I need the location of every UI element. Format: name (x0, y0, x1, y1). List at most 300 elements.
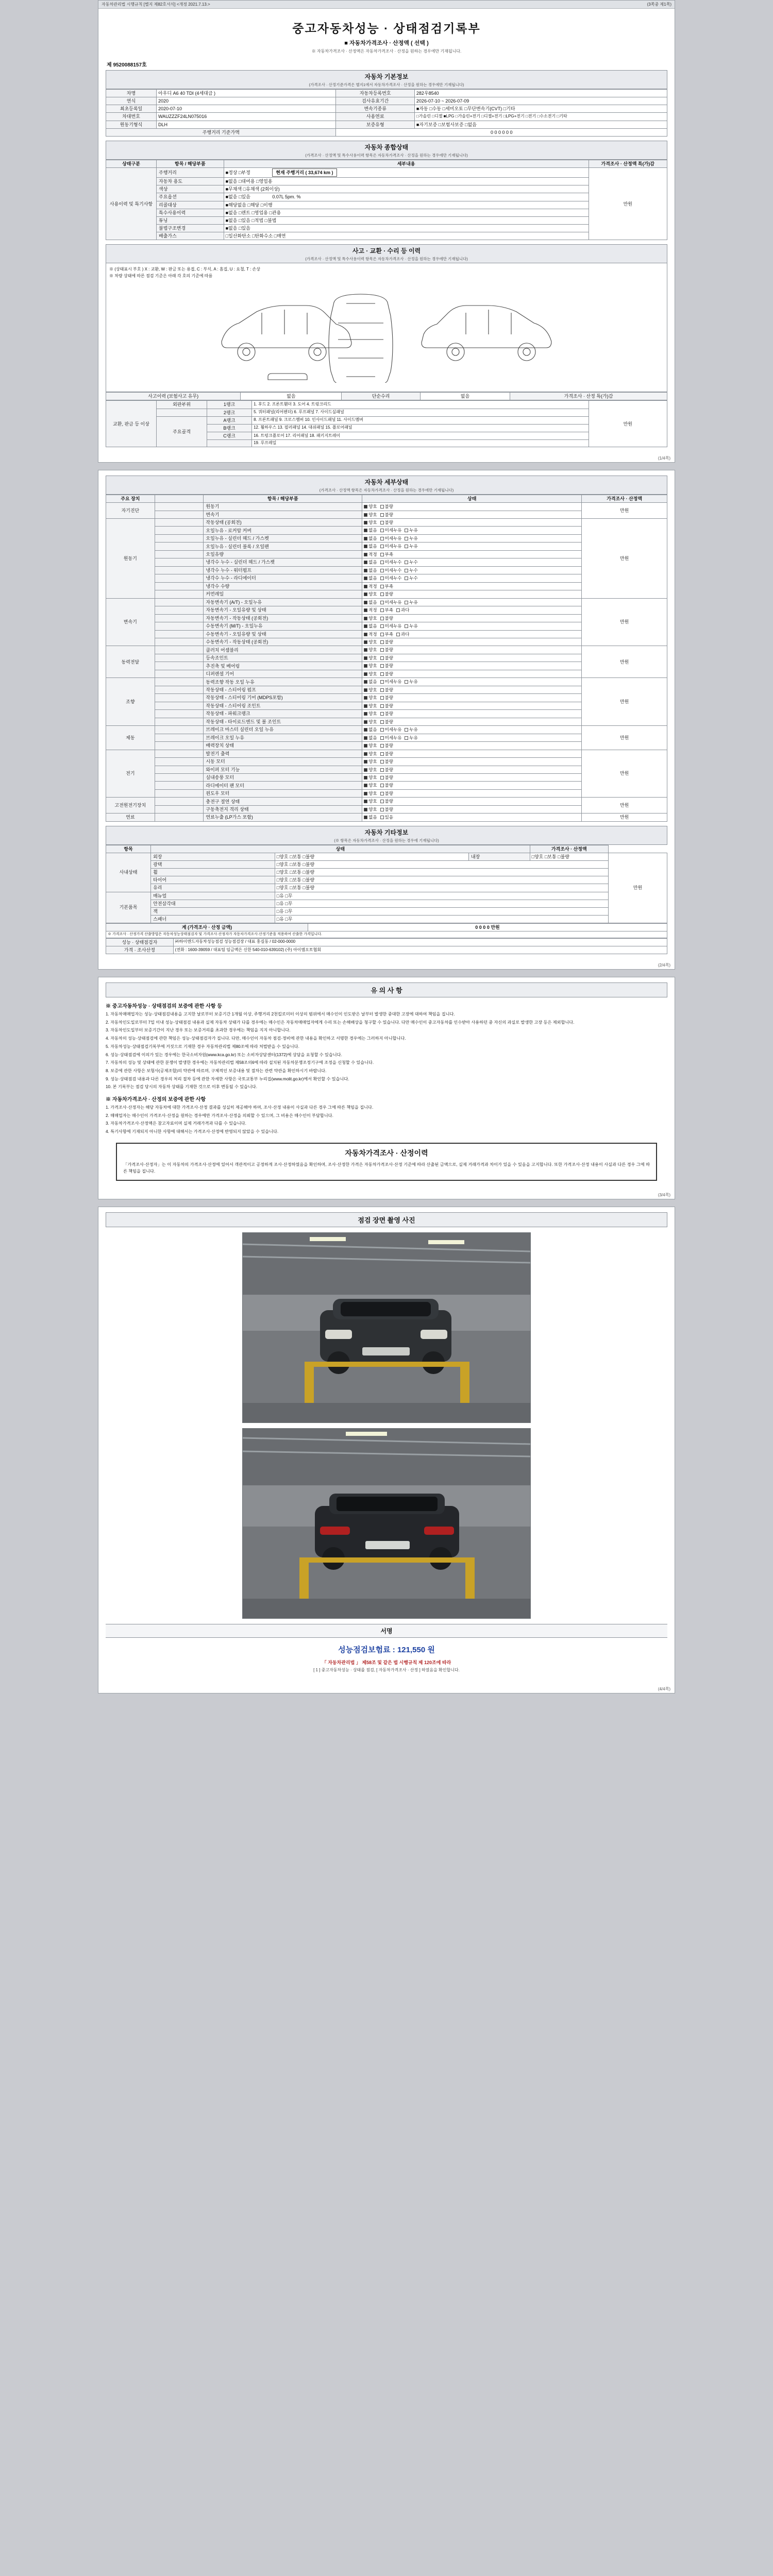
status-checkbox[interactable] (380, 799, 393, 804)
detail-status-cell[interactable] (362, 750, 582, 757)
checkbox-icon[interactable] (380, 768, 384, 772)
status-option-label: 누수 (409, 575, 418, 581)
status-option-label: 부족 (384, 631, 393, 637)
checkbox-icon[interactable] (380, 720, 384, 724)
checkbox-icon[interactable] (405, 736, 408, 740)
checkbox-icon[interactable] (380, 800, 384, 803)
checkbox-icon[interactable] (364, 553, 367, 556)
col-price-adjust: 가격조사 · 산정액 (582, 495, 667, 502)
status-option-label: 불량 (384, 703, 393, 708)
status-checkbox[interactable] (364, 536, 377, 541)
other-item-label: 잭 (151, 907, 275, 915)
status-checkbox[interactable] (364, 552, 377, 557)
parts-list-5: 19. 루프레일 (252, 440, 589, 447)
checkbox-icon[interactable] (364, 688, 367, 692)
detail-status-cell[interactable] (362, 710, 582, 718)
status-checkbox[interactable] (380, 719, 393, 725)
checkbox-icon[interactable] (364, 808, 367, 811)
checkbox-icon[interactable] (380, 537, 384, 540)
detail-status-cell[interactable] (362, 726, 582, 734)
status-option-label: 양호 (368, 774, 377, 780)
other-item-status[interactable]: □양호 □보통 □불량 (275, 884, 608, 892)
detail-status-cell[interactable] (362, 782, 582, 789)
detail-subgroup-label (155, 534, 204, 542)
checkbox-icon[interactable] (364, 656, 367, 660)
checkbox-icon[interactable] (380, 561, 384, 564)
checkbox-icon[interactable] (380, 553, 384, 556)
detail-status-cell[interactable] (362, 622, 582, 630)
detail-status-cell[interactable] (362, 503, 582, 511)
checkbox-icon[interactable] (364, 529, 367, 532)
checkbox-icon[interactable] (380, 728, 384, 732)
row-item-0: 주행거리 (157, 167, 224, 177)
checkbox-icon[interactable] (405, 624, 408, 628)
accident-summary-table (106, 392, 667, 400)
status-checkbox[interactable] (396, 607, 409, 613)
status-checkbox[interactable] (380, 743, 393, 749)
status-checkbox[interactable] (405, 600, 417, 605)
detail-status-cell[interactable] (362, 518, 582, 526)
other-group-label: 사내상태 (106, 853, 151, 892)
detail-subgroup-label (155, 518, 204, 526)
row-item-8: 배출가스 (157, 232, 224, 240)
status-checkbox[interactable] (380, 536, 402, 541)
checkbox-icon[interactable] (380, 784, 384, 787)
status-checkbox[interactable] (380, 815, 393, 820)
checkbox-icon[interactable] (380, 577, 384, 580)
checkbox-icon[interactable] (405, 569, 408, 572)
detail-status-cell[interactable] (362, 702, 582, 709)
checkbox-icon[interactable] (364, 569, 367, 572)
detail-status-cell[interactable] (362, 582, 582, 590)
checkbox-icon[interactable] (380, 633, 384, 636)
checkbox-icon[interactable] (380, 696, 384, 700)
detail-price-adjust: 만원 (582, 814, 667, 821)
detail-status-cell[interactable] (362, 734, 582, 741)
checkbox-icon[interactable] (380, 569, 384, 572)
status-checkbox[interactable] (405, 623, 417, 629)
status-checkbox[interactable] (380, 632, 393, 637)
status-checkbox[interactable] (380, 552, 393, 557)
checkbox-icon[interactable] (405, 601, 408, 604)
checkbox-icon[interactable] (380, 521, 384, 524)
checkbox-icon[interactable] (364, 617, 367, 620)
checkbox-icon[interactable] (380, 680, 384, 684)
status-checkbox[interactable] (405, 727, 417, 733)
detail-status-cell[interactable] (362, 742, 582, 750)
detail-status-cell[interactable] (362, 814, 582, 821)
detail-status-cell[interactable] (362, 758, 582, 766)
checkbox-icon[interactable] (380, 505, 384, 509)
status-checkbox[interactable] (380, 759, 393, 765)
other-item-status[interactable]: □양호 □보통 □불량 (275, 853, 468, 860)
checkbox-icon[interactable] (380, 624, 384, 628)
checkbox-icon[interactable] (380, 712, 384, 716)
detail-status-cell[interactable] (362, 662, 582, 670)
status-checkbox[interactable] (380, 623, 402, 629)
detail-status-cell[interactable] (362, 527, 582, 534)
status-option-label: 양호 (368, 647, 377, 653)
table-row (106, 503, 667, 511)
checkbox-icon[interactable] (364, 640, 367, 644)
status-checkbox[interactable] (405, 536, 417, 541)
parts-rank-5 (207, 440, 252, 447)
other-item-label: 매뉴얼 (151, 892, 275, 900)
detail-status-cell[interactable] (362, 550, 582, 558)
status-checkbox[interactable] (364, 647, 377, 653)
other-item-status[interactable]: □유 □무 (275, 916, 608, 923)
detail-status-cell[interactable] (362, 670, 582, 677)
checkbox-icon[interactable] (380, 656, 384, 660)
status-checkbox[interactable] (380, 655, 393, 661)
status-checkbox[interactable] (380, 528, 402, 533)
value-fuel: □가솔린 □디젤 ■LPG □가솔린+전기 □디젤+전기 □LPG+전기 □전기 □수소전기 □기타 (414, 113, 667, 121)
detail-status-cell[interactable] (362, 789, 582, 797)
detail-status-cell[interactable] (362, 678, 582, 686)
status-checkbox[interactable] (380, 703, 393, 709)
other-item-status[interactable]: □유 □무 (275, 892, 608, 900)
status-checkbox[interactable] (364, 767, 377, 773)
status-option-label: 누유 (409, 735, 418, 740)
parts-list-1: 5. 쿼터패널(리어펜더) 6. 루프패널 7. 사이드실패널 (252, 409, 589, 416)
status-checkbox[interactable] (364, 632, 377, 637)
checkbox-icon[interactable] (364, 672, 367, 676)
status-checkbox[interactable] (364, 623, 377, 629)
status-checkbox[interactable] (380, 544, 402, 549)
status-checkbox[interactable] (405, 575, 417, 581)
checkbox-icon[interactable] (380, 601, 384, 604)
checkbox-icon[interactable] (405, 537, 408, 540)
row-detail-4: ■해당없음 □해당 □이행 (224, 201, 589, 209)
checkbox-icon[interactable] (380, 592, 384, 596)
parts-rank-table (106, 400, 667, 447)
checkbox-icon[interactable] (364, 513, 367, 517)
checkbox-icon[interactable] (380, 617, 384, 620)
status-checkbox[interactable] (364, 560, 377, 565)
other-item-status-2[interactable]: □양호 □보통 □불량 (530, 853, 608, 860)
checkbox-icon[interactable] (380, 513, 384, 517)
status-checkbox[interactable] (396, 632, 409, 637)
checkbox-icon[interactable] (380, 529, 384, 532)
status-checkbox[interactable] (364, 727, 377, 733)
status-checkbox[interactable] (380, 616, 393, 621)
page-3 (98, 977, 675, 1199)
checkbox-icon[interactable] (380, 760, 384, 764)
status-checkbox[interactable] (364, 695, 377, 701)
checkbox-icon[interactable] (364, 712, 367, 716)
detail-status-cell[interactable] (362, 590, 582, 598)
detail-status-cell[interactable] (362, 638, 582, 646)
checkbox-icon[interactable] (380, 752, 384, 756)
status-checkbox[interactable] (364, 799, 377, 804)
detail-status-cell[interactable] (362, 766, 582, 773)
checkbox-icon[interactable] (405, 545, 408, 548)
status-checkbox[interactable] (364, 815, 377, 820)
status-checkbox[interactable] (364, 775, 377, 781)
checkbox-icon[interactable] (364, 545, 367, 548)
checkbox-icon[interactable] (380, 640, 384, 644)
status-checkbox[interactable] (364, 791, 377, 796)
status-checkbox[interactable] (364, 719, 377, 725)
checkbox-icon[interactable] (364, 664, 367, 668)
status-checkbox[interactable] (405, 560, 417, 565)
status-checkbox[interactable] (380, 663, 393, 669)
detail-status-cell[interactable] (362, 566, 582, 574)
checkbox-icon[interactable] (364, 800, 367, 803)
checkbox-icon[interactable] (380, 664, 384, 668)
status-checkbox[interactable] (364, 504, 377, 510)
row-detail-7: ■없음 □있음 (224, 224, 589, 232)
checkbox-icon[interactable] (380, 792, 384, 795)
section-detail-note: (가격조사 · 산정액 항목은 자동차가격조사 · 산정을 원하는 경우에만 기재됩니다) (319, 487, 454, 493)
status-checkbox[interactable] (380, 600, 402, 605)
detail-part-label: 수동변속기 (M/T) - 오일누유 (204, 622, 362, 630)
status-checkbox[interactable] (380, 791, 393, 796)
status-checkbox[interactable] (380, 751, 393, 757)
checkbox-icon[interactable] (364, 776, 367, 779)
status-option-label: 양호 (368, 671, 377, 676)
status-checkbox[interactable] (364, 663, 377, 669)
status-checkbox[interactable] (364, 639, 377, 645)
status-checkbox[interactable] (405, 544, 417, 549)
detail-state-table (106, 495, 667, 822)
checkbox-icon[interactable] (380, 744, 384, 748)
status-checkbox[interactable] (380, 607, 393, 613)
checkbox-icon[interactable] (380, 688, 384, 692)
status-option-label: 불량 (384, 671, 393, 676)
status-checkbox[interactable] (364, 687, 377, 693)
diagram-note-2: ※ 차량 상태에 따른 점검 기준은 아래 각 호의 기준에 따름 (109, 274, 213, 279)
checkbox-icon[interactable] (364, 608, 367, 612)
detail-group-label: 전기 (106, 750, 155, 798)
checkbox-icon[interactable] (364, 816, 367, 819)
status-option-label: 양호 (368, 767, 377, 772)
checkbox-icon[interactable] (396, 608, 400, 612)
checkbox-icon[interactable] (380, 648, 384, 652)
status-checkbox[interactable] (380, 695, 393, 701)
status-checkbox[interactable] (364, 751, 377, 757)
status-checkbox[interactable] (405, 735, 417, 741)
detail-part-label: 작동상태 - 파워크랭크 (204, 710, 362, 718)
status-checkbox[interactable] (380, 711, 393, 717)
checkbox-icon[interactable] (364, 521, 367, 524)
checkbox-icon[interactable] (380, 585, 384, 588)
status-checkbox[interactable] (364, 743, 377, 749)
detail-status-cell[interactable] (362, 511, 582, 518)
detail-status-cell[interactable] (362, 805, 582, 813)
checkbox-icon[interactable] (364, 592, 367, 596)
detail-status-cell[interactable] (362, 798, 582, 805)
detail-status-cell[interactable] (362, 558, 582, 566)
detail-part-label: 냉각수 수량 (204, 582, 362, 590)
status-checkbox[interactable] (380, 512, 393, 518)
checkbox-icon[interactable] (364, 784, 367, 787)
checkbox-icon[interactable] (405, 577, 408, 580)
detail-part-label: 와이퍼 모터 기능 (204, 766, 362, 773)
detail-status-cell[interactable] (362, 534, 582, 542)
detail-status-cell[interactable] (362, 630, 582, 638)
section-basic-info-header (106, 70, 667, 89)
status-checkbox[interactable] (364, 679, 377, 685)
detail-part-label: 추진축 및 베어링 (204, 662, 362, 670)
other-item-status[interactable]: □유 □무 (275, 907, 608, 915)
detail-status-cell[interactable] (362, 614, 582, 622)
status-checkbox[interactable] (380, 504, 393, 510)
detail-price-adjust: 만원 (582, 598, 667, 646)
label-inspection: 검사유효기간 (336, 97, 414, 105)
checkbox-icon[interactable] (364, 760, 367, 764)
status-checkbox[interactable] (380, 575, 402, 581)
status-checkbox[interactable] (364, 703, 377, 709)
status-checkbox[interactable] (405, 679, 417, 685)
photo-1-graphic (243, 1233, 531, 1423)
checkbox-icon[interactable] (380, 808, 384, 811)
section-other-header (106, 826, 667, 845)
label-accident: 사고이력 (보험사고 유무) (106, 393, 241, 400)
checkbox-icon[interactable] (364, 680, 367, 684)
detail-status-cell[interactable] (362, 694, 582, 702)
notice-item: 6. 성능·상태점검에 이의가 있는 경우에는 한국소비자원(www.kca.go.kr) 또는 소비자상담센터(1372)에 상담을 요청할 수 있습니다. (106, 1052, 342, 1057)
checkbox-icon[interactable] (380, 736, 384, 740)
status-checkbox[interactable] (364, 568, 377, 573)
checkbox-icon[interactable] (396, 633, 400, 636)
detail-status-cell[interactable] (362, 773, 582, 781)
status-checkbox[interactable] (380, 783, 393, 788)
checkbox-icon[interactable] (364, 728, 367, 732)
checkbox-icon[interactable] (380, 672, 384, 676)
photo-section-title: 점검 장면 촬영 사진 (106, 1212, 667, 1227)
checkbox-icon[interactable] (364, 537, 367, 540)
status-checkbox[interactable] (364, 759, 377, 765)
checkbox-icon[interactable] (380, 545, 384, 548)
detail-status-cell[interactable] (362, 646, 582, 654)
checkbox-icon[interactable] (405, 561, 408, 564)
status-option-label: 불량 (384, 663, 393, 669)
status-checkbox[interactable] (364, 783, 377, 788)
status-checkbox[interactable] (380, 584, 393, 589)
checkbox-icon[interactable] (380, 704, 384, 708)
status-checkbox[interactable] (380, 775, 393, 781)
checkbox-icon[interactable] (364, 752, 367, 756)
status-checkbox[interactable] (380, 679, 402, 685)
status-option-label: 미세누수 (384, 575, 402, 581)
checkbox-icon[interactable] (405, 728, 408, 732)
status-option-label: 없음 (368, 623, 377, 629)
checkbox-icon[interactable] (364, 696, 367, 700)
checkbox-icon[interactable] (364, 720, 367, 724)
checkbox-icon[interactable] (405, 680, 408, 684)
checkbox-icon[interactable] (364, 736, 367, 740)
status-checkbox[interactable] (364, 544, 377, 549)
status-checkbox[interactable] (380, 591, 393, 597)
section-overall-note: (가격조사 · 산정액 및 특수사용이력 항목은 자동차가격조사 · 산정을 원하는 경우에만 기재됩니다) (305, 152, 468, 158)
status-checkbox[interactable] (380, 727, 402, 733)
checkbox-icon[interactable] (364, 561, 367, 564)
status-checkbox[interactable] (364, 575, 377, 581)
status-checkbox[interactable] (364, 735, 377, 741)
status-checkbox[interactable] (364, 655, 377, 661)
checkbox-icon[interactable] (364, 585, 367, 588)
checkbox-icon[interactable] (364, 633, 367, 636)
status-checkbox[interactable] (364, 584, 377, 589)
other-item-status[interactable]: □양호 □보통 □불량 (275, 861, 608, 869)
status-checkbox[interactable] (380, 767, 393, 773)
status-option-label: 양호 (368, 504, 377, 510)
other-item-status[interactable]: □양호 □보통 □불량 (275, 869, 608, 876)
col-detail: 세부내용 (224, 160, 589, 167)
status-checkbox[interactable] (364, 807, 377, 812)
checkbox-icon[interactable] (364, 505, 367, 509)
status-checkbox[interactable] (405, 568, 417, 573)
label-engine: 원동기형식 (106, 121, 157, 128)
status-checkbox[interactable] (380, 671, 393, 677)
checkbox-icon[interactable] (364, 624, 367, 628)
status-checkbox[interactable] (364, 591, 377, 597)
detail-subgroup-label (155, 590, 204, 598)
label-year: 연식 (106, 97, 157, 105)
form-reference: 자동차관리법 시행규칙 [별지 제82호서식] <개정 2021.7.13.> (102, 2, 210, 7)
detail-status-cell[interactable] (362, 718, 582, 725)
status-checkbox[interactable] (380, 639, 393, 645)
status-checkbox[interactable] (380, 647, 393, 653)
checkbox-icon[interactable] (364, 704, 367, 708)
status-checkbox[interactable] (364, 616, 377, 621)
detail-status-cell[interactable] (362, 686, 582, 693)
checkbox-icon[interactable] (380, 608, 384, 612)
label-mileage: 주행거리 기준가액 (106, 128, 336, 136)
section-accident-header (106, 244, 667, 263)
checkbox-icon[interactable] (364, 648, 367, 652)
status-checkbox[interactable] (364, 671, 377, 677)
status-checkbox[interactable] (405, 528, 417, 533)
other-item-label: 광택 (151, 861, 275, 869)
checkbox-icon[interactable] (380, 776, 384, 779)
checkbox-icon[interactable] (405, 529, 408, 532)
detail-status-cell[interactable] (362, 606, 582, 614)
checkbox-icon[interactable] (364, 792, 367, 795)
checkbox-icon[interactable] (364, 601, 367, 604)
status-checkbox[interactable] (380, 807, 393, 812)
status-checkbox[interactable] (364, 600, 377, 605)
status-checkbox[interactable] (364, 512, 377, 518)
parts-list-0: 1. 후드 2. 프론트휀더 3. 도어 4. 트렁크리드 (252, 401, 589, 409)
status-checkbox[interactable] (380, 687, 393, 693)
row-detail-8: □일산화탄소 □탄화수소 □매연 (224, 232, 589, 240)
status-checkbox[interactable] (364, 607, 377, 613)
other-item-status[interactable]: □유 □무 (275, 900, 608, 907)
status-checkbox[interactable] (364, 520, 377, 526)
detail-status-cell[interactable] (362, 598, 582, 606)
photo-2-graphic (243, 1429, 531, 1619)
other-item-status[interactable]: □양호 □보통 □불량 (275, 876, 608, 884)
checkbox-icon[interactable] (380, 816, 384, 819)
status-checkbox[interactable] (380, 560, 402, 565)
checkbox-icon[interactable] (364, 768, 367, 772)
status-checkbox[interactable] (380, 520, 393, 526)
checkbox-icon[interactable] (364, 577, 367, 580)
status-checkbox[interactable] (380, 568, 402, 573)
status-checkbox[interactable] (364, 528, 377, 533)
status-checkbox[interactable] (364, 711, 377, 717)
status-checkbox[interactable] (380, 735, 402, 741)
value-vin: WAUZZZF24LN075016 (157, 113, 336, 121)
detail-status-cell[interactable] (362, 574, 582, 582)
checkbox-icon[interactable] (364, 744, 367, 748)
status-option-label: 없음 (368, 528, 377, 533)
status-option-label: 양호 (368, 783, 377, 788)
detail-status-cell[interactable] (362, 654, 582, 662)
detail-status-cell[interactable] (362, 543, 582, 550)
